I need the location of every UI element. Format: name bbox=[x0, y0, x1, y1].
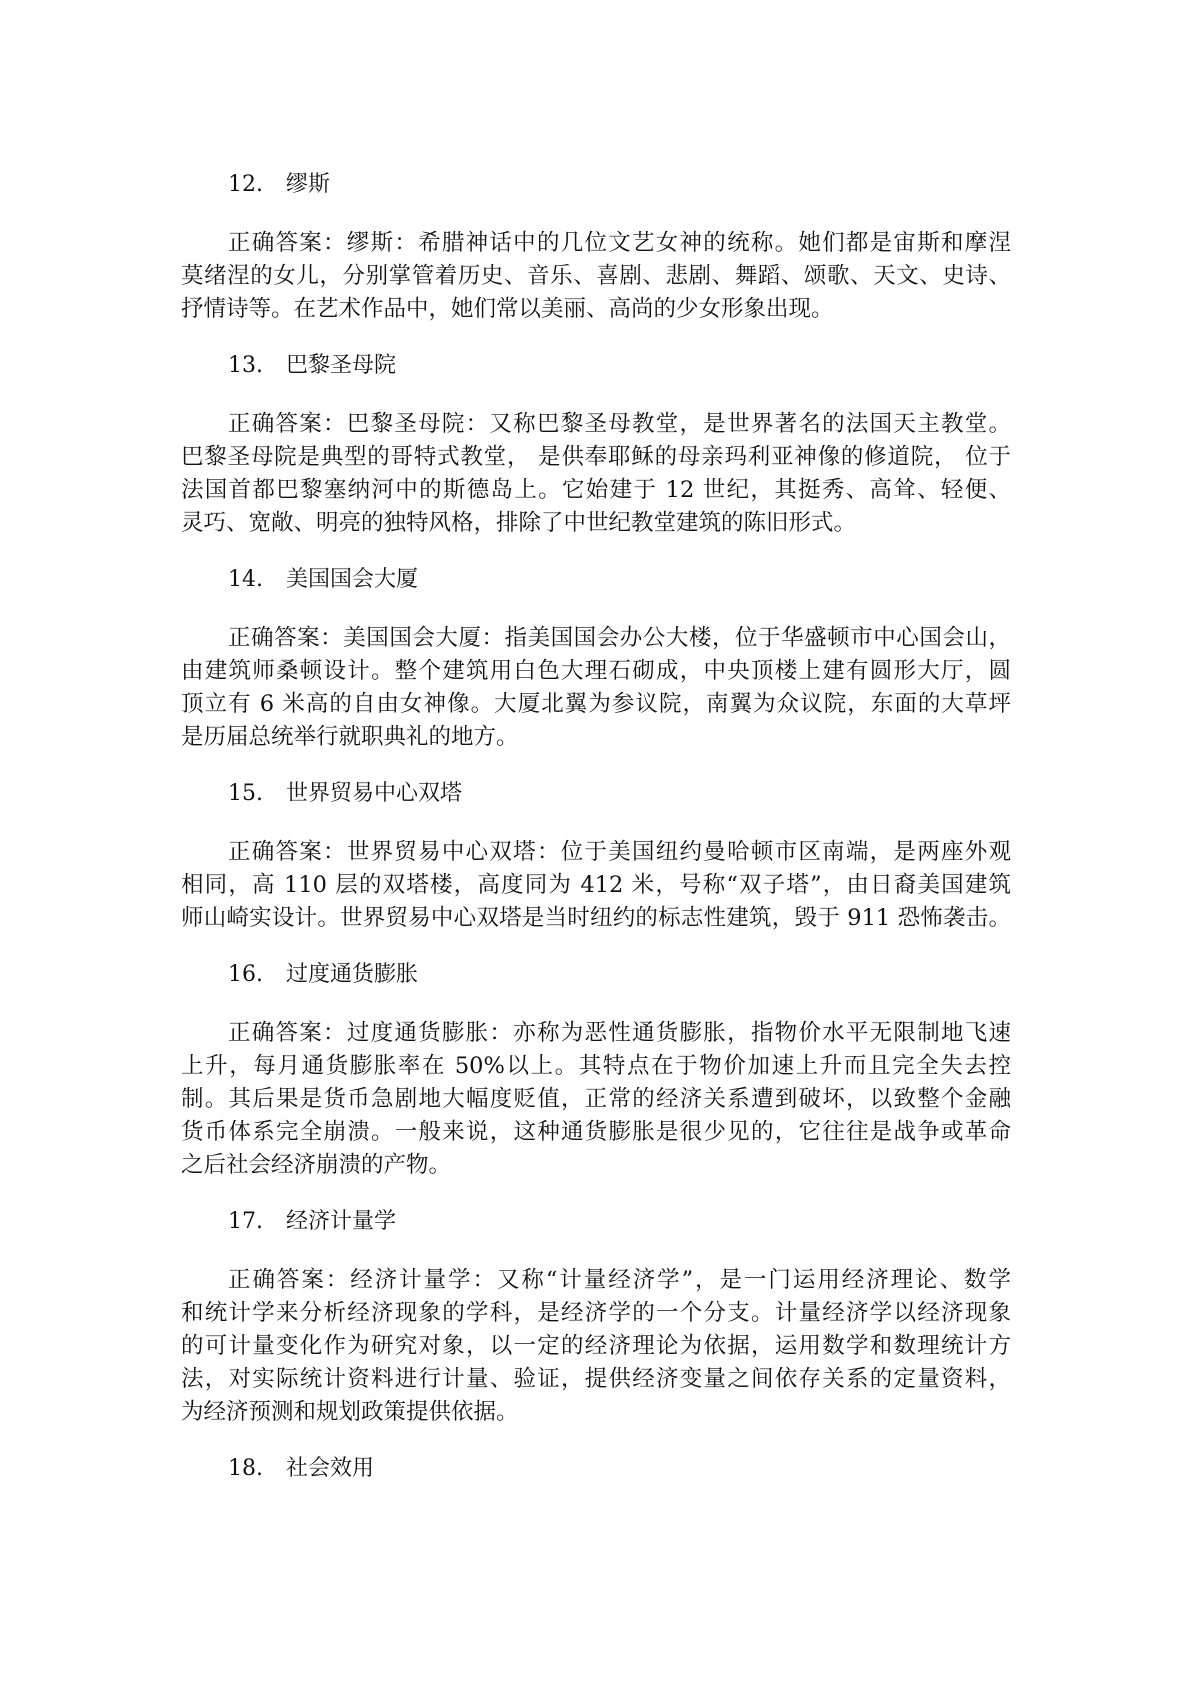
answer-line: 上升，每月通货膨胀率在 50%以上。其特点在于物价加速上升而且完全失去控 bbox=[181, 1053, 1011, 1079]
item-number: 13. bbox=[228, 353, 263, 378]
item-number: 16. bbox=[228, 962, 263, 987]
item-number: 17. bbox=[228, 1209, 263, 1234]
item-term: 经济计量学 bbox=[286, 1209, 397, 1234]
item-number: 15. bbox=[228, 781, 263, 806]
item-heading bbox=[181, 170, 1011, 200]
item-heading bbox=[181, 565, 1011, 595]
answer-line: 之后社会经济崩溃的产物。 bbox=[181, 1152, 452, 1178]
item-term: 巴黎圣母院 bbox=[286, 353, 397, 378]
answer-line: 莫绪涅的女儿，分别掌管着历史、音乐、喜剧、悲剧、舞蹈、颂歌、天文、史诗、 bbox=[181, 263, 1011, 289]
answer-line: 的可计量变化作为研究对象，以一定的经济理论为依据，运用数学和数理统计方 bbox=[181, 1333, 1011, 1359]
answer-line: 正确答案：缪斯：希腊神话中的几位文艺女神的统称。她们都是宙斯和摩涅 bbox=[228, 230, 1011, 256]
item-answer bbox=[181, 408, 1011, 540]
answer-line: 法国首都巴黎塞纳河中的斯德岛上。它始建于 12 世纪，其挺秀、高耸、轻便、 bbox=[181, 477, 1011, 503]
document-body bbox=[181, 170, 1011, 1511]
answer-line: 正确答案：世界贸易中心双塔：位于美国纽约曼哈顿市区南端，是两座外观 bbox=[228, 839, 1011, 865]
answer-line: 巴黎圣母院是典型的哥特式教堂， 是供奉耶稣的母亲玛利亚神像的修道院， 位于 bbox=[181, 444, 1011, 470]
item-answer bbox=[181, 1017, 1011, 1182]
item-heading bbox=[181, 960, 1011, 990]
item-number: 12. bbox=[228, 172, 263, 197]
item-number: 18. bbox=[228, 1456, 263, 1481]
item-term: 缪斯 bbox=[286, 172, 331, 197]
answer-line: 抒情诗等。在艺术作品中，她们常以美丽、高尚的少女形象出现。 bbox=[181, 296, 834, 322]
item-term: 过度通货膨胀 bbox=[286, 962, 419, 987]
answer-line: 灵巧、宽敞、明亮的独特风格，排除了中世纪教堂建筑的陈旧形式。 bbox=[181, 510, 857, 536]
item-number: 14. bbox=[228, 567, 263, 592]
answer-line: 师山崎实设计。世界贸易中心双塔是当时纽约的标志性建筑，毁于 911 恐怖袭击。 bbox=[181, 905, 1011, 931]
answer-line: 正确答案：经济计量学：又称“计量经济学”，是一门运用经济理论、数学 bbox=[228, 1267, 1011, 1293]
item-heading bbox=[181, 779, 1011, 809]
item-heading bbox=[181, 1207, 1011, 1237]
answer-line: 是历届总统举行就职典礼的地方。 bbox=[181, 724, 519, 750]
item-answer bbox=[181, 622, 1011, 754]
answer-line: 为经济预测和规划政策提供依据。 bbox=[181, 1399, 519, 1425]
item-answer bbox=[181, 1264, 1011, 1429]
answer-line: 法，对实际统计资料进行计量、验证，提供经济变量之间依存关系的定量资料， bbox=[181, 1366, 1011, 1392]
answer-line: 制。其后果是货币急剧地大幅度贬值，正常的经济关系遭到破坏，以致整个金融 bbox=[181, 1086, 1011, 1112]
answer-line: 相同，高 110 层的双塔楼，高度同为 412 米，号称“双子塔”，由日裔美国建筑 bbox=[181, 872, 1011, 898]
answer-line: 正确答案：巴黎圣母院：又称巴黎圣母教堂，是世界著名的法国天主教堂。 bbox=[228, 411, 1011, 437]
item-answer bbox=[181, 227, 1011, 326]
item-heading bbox=[181, 351, 1011, 381]
answer-line: 正确答案：过度通货膨胀：亦称为恶性通货膨胀，指物价水平无限制地飞速 bbox=[228, 1020, 1011, 1046]
item-term: 世界贸易中心双塔 bbox=[286, 781, 463, 806]
answer-line: 货币体系完全崩溃。一般来说，这种通货膨胀是很少见的，它往往是战争或革命 bbox=[181, 1119, 1011, 1145]
item-heading bbox=[181, 1454, 1011, 1484]
item-answer bbox=[181, 836, 1011, 935]
answer-line: 正确答案：美国国会大厦：指美国国会办公大楼，位于华盛顿市中心国会山， bbox=[228, 625, 1011, 651]
item-term: 美国国会大厦 bbox=[286, 567, 419, 592]
answer-line: 顶立有 6 米高的自由女神像。大厦北翼为参议院，南翼为众议院，东面的大草坪 bbox=[181, 691, 1011, 717]
item-term: 社会效用 bbox=[286, 1456, 375, 1481]
answer-line: 由建筑师桑顿设计。整个建筑用白色大理石砌成，中央顶楼上建有圆形大厅，圆 bbox=[181, 658, 1011, 684]
answer-line: 和统计学来分析经济现象的学科，是经济学的一个分支。计量经济学以经济现象 bbox=[181, 1300, 1011, 1326]
